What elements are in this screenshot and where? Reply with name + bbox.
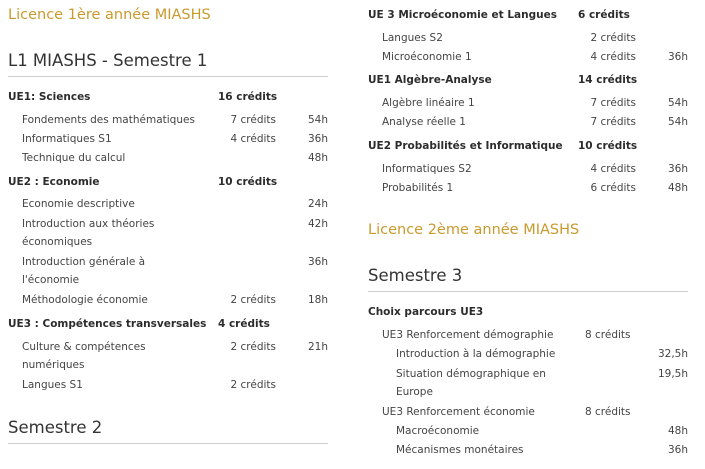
sub-course-row — [368, 443, 688, 457]
course-credits — [212, 151, 282, 165]
course-row — [8, 197, 328, 211]
course-row — [368, 115, 688, 129]
course-name: Technique du calcul — [22, 152, 126, 164]
course-hours: 48h — [667, 425, 688, 437]
right-column — [368, 0, 688, 469]
choice-label: Choix parcours UE3 — [368, 306, 484, 318]
ue-credits: 10 crédits — [578, 140, 638, 152]
course-row — [8, 132, 328, 146]
course-row — [368, 181, 688, 195]
left-column — [8, 0, 328, 469]
course-name — [22, 217, 212, 253]
course-credits: 7 crédits — [590, 97, 636, 109]
semester-2-title: Semestre 2 — [8, 417, 328, 444]
course-hours: 48h — [307, 152, 328, 164]
course-row — [8, 217, 328, 253]
ue-credits: 6 crédits — [578, 9, 630, 21]
ue-credits: 10 crédits — [218, 176, 278, 188]
licence-1-heading: Licence 1ère année MIASHS — [8, 7, 211, 23]
course-row — [8, 151, 328, 165]
ue-credits: 14 crédits — [578, 74, 638, 86]
ue-credits: 16 crédits — [218, 91, 278, 103]
course-name: Macroéconomie — [396, 425, 480, 437]
parcours-economie-row — [368, 405, 688, 419]
course-hours: 36h — [667, 51, 688, 63]
course-hours: 54h — [667, 116, 688, 128]
ue3-micro-langues-row — [368, 8, 688, 22]
licence-2-heading: Licence 2ème année MIASHS — [368, 222, 580, 238]
course-hours: 42h — [307, 218, 328, 230]
course-hours: 48h — [667, 182, 688, 194]
course-credits: 6 crédits — [590, 182, 636, 194]
parcours-credits: 8 crédits — [585, 329, 631, 341]
course-row — [8, 293, 328, 307]
course-name-line: économiques — [22, 236, 93, 248]
course-hours: 54h — [307, 114, 328, 126]
ue-credits: 4 crédits — [218, 318, 270, 330]
course-credits: 4 crédits — [590, 163, 636, 175]
parcours-name: UE3 Renforcement démographie — [382, 329, 554, 341]
ue1-sciences-row — [8, 90, 328, 104]
sub-course-row — [368, 367, 688, 403]
ue-name: UE 3 Microéconomie et Langues — [368, 9, 557, 21]
course-row — [8, 255, 328, 291]
course-name-line: Europe — [396, 386, 433, 398]
course-row — [8, 340, 328, 376]
course-credits: 4 crédits — [230, 133, 276, 145]
course-name: Algèbre linéaire 1 — [382, 97, 475, 109]
course-name-line: l'économie — [22, 274, 80, 286]
course-hours: 18h — [307, 294, 328, 306]
semester-3-title: Semestre 3 — [368, 265, 688, 292]
course-name: Introduction à la démographie — [396, 348, 556, 360]
ue-name: UE1 Algèbre-Analyse — [368, 74, 492, 86]
course-hours: 21h — [307, 341, 328, 353]
ue-name: UE2 : Economie — [8, 176, 100, 188]
course-name-line: Culture & compétences — [22, 341, 146, 353]
course-row — [368, 162, 688, 176]
course-hours: 36h — [307, 133, 328, 145]
course-row — [8, 378, 328, 392]
course-row — [8, 113, 328, 127]
course-credits: 4 crédits — [590, 51, 636, 63]
course-name: Analyse réelle 1 — [382, 116, 466, 128]
course-credits — [212, 197, 282, 211]
course-name: Informatiques S1 — [22, 133, 112, 145]
ue-name: UE3 : Compétences transversales — [8, 318, 207, 330]
course-name — [396, 367, 616, 403]
course-row — [368, 50, 688, 64]
course-name: Economie descriptive — [22, 198, 135, 210]
course-credits: 2 crédits — [230, 341, 276, 353]
course-name: Mécanismes monétaires — [396, 444, 524, 456]
ue2-proba-info-row — [368, 139, 688, 153]
ue-name: UE2 Probabilités et Informatique — [368, 140, 563, 152]
course-name — [22, 255, 212, 291]
course-name: Informatiques S2 — [382, 163, 472, 175]
course-name: Probabilités 1 — [382, 182, 454, 194]
course-row — [368, 31, 688, 45]
course-credits: 7 crédits — [590, 116, 636, 128]
parcours-demographie-row — [368, 328, 688, 342]
sub-course-row — [368, 424, 688, 438]
course-name-line: Introduction générale à — [22, 256, 146, 268]
course-hours — [642, 31, 688, 45]
course-hours: 19,5h — [657, 368, 688, 380]
ue-name: UE1: Sciences — [8, 91, 91, 103]
course-name-line: Situation démographique en — [396, 368, 546, 380]
ue1-algebre-analyse-row — [368, 73, 688, 87]
parcours-credits: 8 crédits — [585, 406, 631, 418]
course-credits: 2 crédits — [230, 379, 276, 391]
course-name-line: numériques — [22, 359, 85, 371]
course-name-line: Introduction aux théories — [22, 218, 155, 230]
choice-parcours-label — [368, 305, 688, 319]
course-name: Langues S2 — [382, 32, 443, 44]
sub-course-row — [368, 347, 688, 361]
course-credits: 2 crédits — [590, 32, 636, 44]
course-hours: 54h — [667, 97, 688, 109]
course-row — [368, 96, 688, 110]
course-hours: 32,5h — [657, 348, 688, 360]
course-hours — [282, 378, 328, 392]
ue2-economie-row — [8, 175, 328, 189]
course-credits — [212, 255, 282, 291]
course-hours: 36h — [667, 163, 688, 175]
course-name: Fondements des mathématiques — [22, 114, 195, 126]
semester-1-title: L1 MIASHS - Semestre 1 — [8, 50, 328, 77]
course-hours: 36h — [307, 256, 328, 268]
course-name — [22, 340, 212, 376]
parcours-name: UE3 Renforcement économie — [382, 406, 535, 418]
course-credits: 2 crédits — [230, 294, 276, 306]
course-credits — [212, 217, 282, 253]
course-credits: 7 crédits — [230, 114, 276, 126]
course-name: Langues S1 — [22, 379, 83, 391]
ue3-competences-row — [8, 317, 328, 331]
course-hours: 24h — [307, 198, 328, 210]
course-name: Méthodologie économie — [22, 294, 148, 306]
course-name: Microéconomie 1 — [382, 51, 472, 63]
course-hours: 36h — [667, 444, 688, 456]
